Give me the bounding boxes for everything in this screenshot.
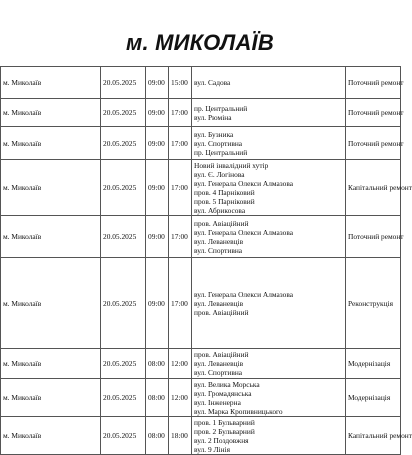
end-time-cell: 17:00 — [169, 160, 192, 216]
work-type-cell: Капітальний ремонт — [346, 160, 401, 216]
street-line: вул. Інженерна — [194, 397, 241, 407]
streets-cell — [192, 160, 346, 216]
work-type-cell: Реконструкція — [346, 258, 401, 349]
outage-schedule-table — [0, 66, 412, 455]
end-time-cell: 17:00 — [169, 258, 192, 349]
work-type-cell: Модернізація — [346, 349, 401, 379]
city-cell: м. Миколаїв — [1, 67, 101, 99]
work-type-cell: Капітальний ремонт — [346, 417, 401, 455]
street-line: пров. Авіаційний — [194, 307, 249, 317]
street-line: вул. Рюміна — [194, 112, 232, 122]
street-line: вул. Бузника — [194, 129, 234, 139]
start-time-cell: 08:00 — [146, 379, 169, 417]
table-row — [1, 216, 401, 258]
street-line: пров. Авіаційний — [194, 350, 249, 359]
start-time-cell: 09:00 — [146, 258, 169, 349]
street-line: пр. Центральний — [194, 103, 248, 113]
city-cell: м. Миколаїв — [1, 99, 101, 127]
street-line: пров. 5 Парніковий — [194, 196, 255, 206]
street-line: вул. 2 Поздовжня — [194, 435, 249, 445]
table-row — [1, 67, 401, 99]
table-row — [1, 417, 401, 455]
street-line: вул. Спортивна — [194, 368, 243, 377]
streets-cell — [192, 417, 346, 455]
streets-cell — [192, 258, 346, 349]
street-line: пров. 1 Бульварний — [194, 417, 255, 427]
street-line: вул. Генерала Олекси Алмазова — [194, 178, 294, 188]
city-cell: м. Миколаїв — [1, 349, 101, 379]
end-time-cell: 18:00 — [169, 417, 192, 455]
street-line: вул. Генерала Олекси Алмазова — [194, 227, 294, 237]
page-title: м. МИКОЛАЇВ — [126, 30, 274, 55]
streets-cell — [192, 99, 346, 127]
street-line: вул. Леваневців — [194, 359, 244, 368]
street-line: пр. Центральний — [194, 147, 248, 157]
street-line: вул. Марка Кропивницького — [194, 406, 283, 416]
city-cell: м. Миколаїв — [1, 379, 101, 417]
streets-cell — [192, 127, 346, 160]
date-cell: 20.05.2025 — [101, 127, 146, 160]
work-type-cell: Поточний ремонт — [346, 67, 401, 99]
date-cell: 20.05.2025 — [101, 379, 146, 417]
table-row — [1, 160, 401, 216]
table-row — [1, 127, 401, 160]
table-row — [1, 258, 401, 349]
streets-cell — [192, 67, 346, 99]
start-time-cell: 08:00 — [146, 349, 169, 379]
city-cell: м. Миколаїв — [1, 216, 101, 258]
table-row — [1, 99, 401, 127]
end-time-cell: 17:00 — [169, 99, 192, 127]
streets-cell — [192, 349, 346, 379]
start-time-cell: 09:00 — [146, 127, 169, 160]
start-time-cell: 09:00 — [146, 216, 169, 258]
street-line: вул. Громадянська — [194, 388, 252, 398]
start-time-cell: 08:00 — [146, 417, 169, 455]
work-type-cell: Модернізація — [346, 379, 401, 417]
date-cell: 20.05.2025 — [101, 67, 146, 99]
work-type-cell: Поточний ремонт — [346, 99, 401, 127]
street-line: пров. 2 Бульварний — [194, 426, 255, 436]
date-cell: 20.05.2025 — [101, 99, 146, 127]
outage-schedule-body — [1, 67, 412, 455]
street-line: пров. Авіаційний — [194, 218, 249, 228]
table-row — [1, 349, 401, 379]
street-line: вул. Леваневців — [194, 298, 244, 308]
street-line: пров. 4 Парніковий — [194, 187, 255, 197]
street-line: вул. 9 Лінія — [194, 444, 231, 454]
start-time-cell: 09:00 — [146, 67, 169, 99]
date-cell: 20.05.2025 — [101, 160, 146, 216]
start-time-cell: 09:00 — [146, 160, 169, 216]
end-time-cell: 12:00 — [169, 349, 192, 379]
date-cell: 20.05.2025 — [101, 258, 146, 349]
end-time-cell: 12:00 — [169, 379, 192, 417]
work-type-cell: Поточний ремонт — [346, 127, 401, 160]
start-time-cell: 09:00 — [146, 99, 169, 127]
end-time-cell: 17:00 — [169, 127, 192, 160]
streets-cell — [192, 379, 346, 417]
street-line: вул. Генерала Олекси Алмазова — [194, 289, 294, 299]
city-cell: м. Миколаїв — [1, 258, 101, 349]
work-type-cell: Поточний ремонт — [346, 216, 401, 258]
end-time-cell: 15:00 — [169, 67, 192, 99]
date-cell: 20.05.2025 — [101, 216, 146, 258]
street-line: вул. Спортивна — [194, 245, 243, 255]
street-line: вул. Абрикосова — [194, 205, 246, 215]
street-line: вул. Спортивна — [194, 138, 243, 148]
end-time-cell: 17:00 — [169, 216, 192, 258]
table-row — [1, 379, 401, 417]
street-line: вул. Велика Морська — [194, 379, 260, 389]
street-line: вул. Садова — [194, 78, 231, 87]
date-cell: 20.05.2025 — [101, 417, 146, 455]
city-cell: м. Миколаїв — [1, 127, 101, 160]
city-cell: м. Миколаїв — [1, 160, 101, 216]
streets-cell — [192, 216, 346, 258]
street-line: вул. Є. Логінова — [194, 169, 245, 179]
date-cell: 20.05.2025 — [101, 349, 146, 379]
street-line: вул. Леваневців — [194, 236, 244, 246]
city-cell: м. Миколаїв — [1, 417, 101, 455]
street-line: Новий інвалідний хутір — [194, 160, 269, 170]
